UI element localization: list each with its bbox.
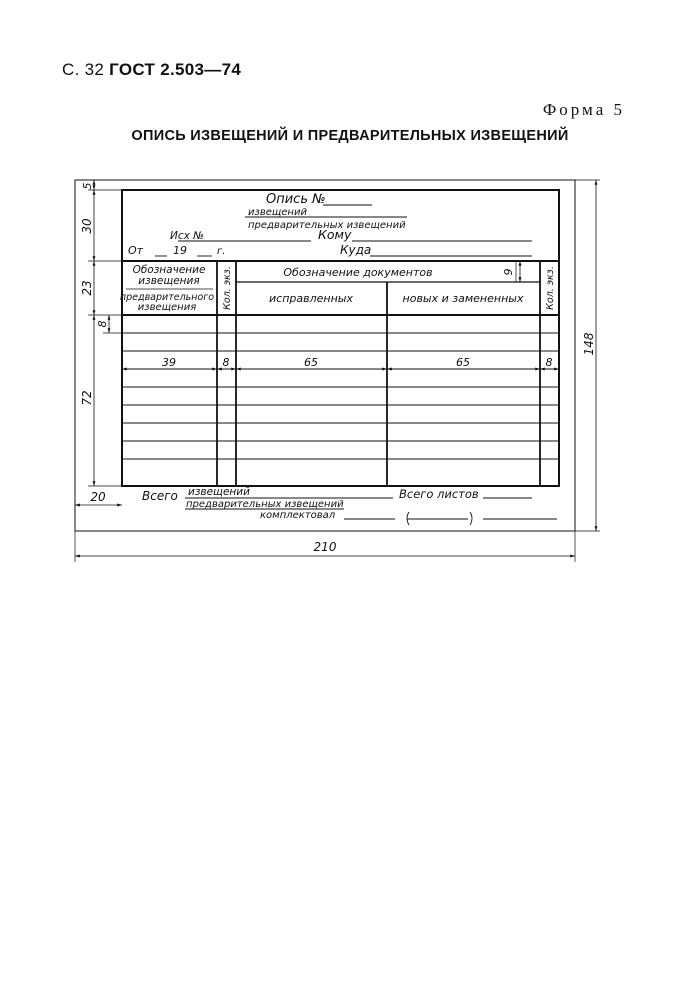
year-label: 19 (173, 244, 187, 257)
footer-notices-label: извещений (188, 486, 250, 498)
to-whom-label: Кому (318, 227, 352, 242)
dim-total-height: 148 (582, 332, 596, 356)
prelim-notices-label: предварительных извещений (248, 220, 406, 231)
dim-col-1: 39 (162, 356, 176, 369)
footer-prelim-label: предварительных извещений (186, 499, 344, 510)
qty2-header: Кол. экз. (545, 266, 556, 310)
page-number: С. 32 (62, 60, 105, 79)
col1-bottom-line2: извещения (137, 302, 197, 313)
dim-col-5: 8 (545, 356, 553, 369)
dim-left-margin: 20 (90, 490, 106, 504)
col1-bottom-line1: предварительного (119, 292, 215, 303)
dim-total-width: 210 (313, 540, 337, 554)
page-title: ОПИСЬ ИЗВЕЩЕНИЙ И ПРЕДВАРИТЕЛЬНЫХ ИЗВЕЩЕНИЙ (131, 128, 569, 144)
documents-header: Обозначение документов (283, 266, 433, 279)
dim-body-height: 72 (80, 390, 94, 406)
inventory-no-label: Опись № (266, 192, 326, 207)
col1-top-line1: Обозначение (132, 264, 206, 276)
qty-header: Кол. экз. (222, 266, 233, 310)
corrected-header: исправленных (269, 292, 353, 305)
dim-row-height: 8 (96, 320, 109, 328)
notices-label: извещений (248, 207, 307, 218)
dim-top: 5 (81, 182, 94, 190)
col1-top-line2: извещения (138, 275, 200, 287)
new-replaced-header: новых и замененных (402, 292, 524, 305)
footer-completed-label: комплектовал (260, 510, 336, 521)
outgoing-no-label: Исх № (170, 230, 205, 242)
dim-header-height: 30 (80, 218, 94, 234)
dim-table-head-height: 23 (80, 280, 94, 296)
standard-number: ГОСТ 2.503—74 (109, 60, 242, 79)
dim-col-2: 8 (222, 356, 230, 369)
dim-inner-gap: 9 (502, 268, 515, 276)
from-label: От (128, 244, 144, 257)
footer-total-label: Всего (142, 489, 178, 503)
dim-col-4: 65 (456, 356, 470, 369)
footer-sheets-label: Всего листов (399, 487, 479, 501)
year-suffix-label: г. (217, 246, 226, 257)
where-label: Куда (340, 243, 372, 257)
form-label: Форма 5 (542, 100, 625, 119)
dim-col-3: 65 (304, 356, 318, 369)
